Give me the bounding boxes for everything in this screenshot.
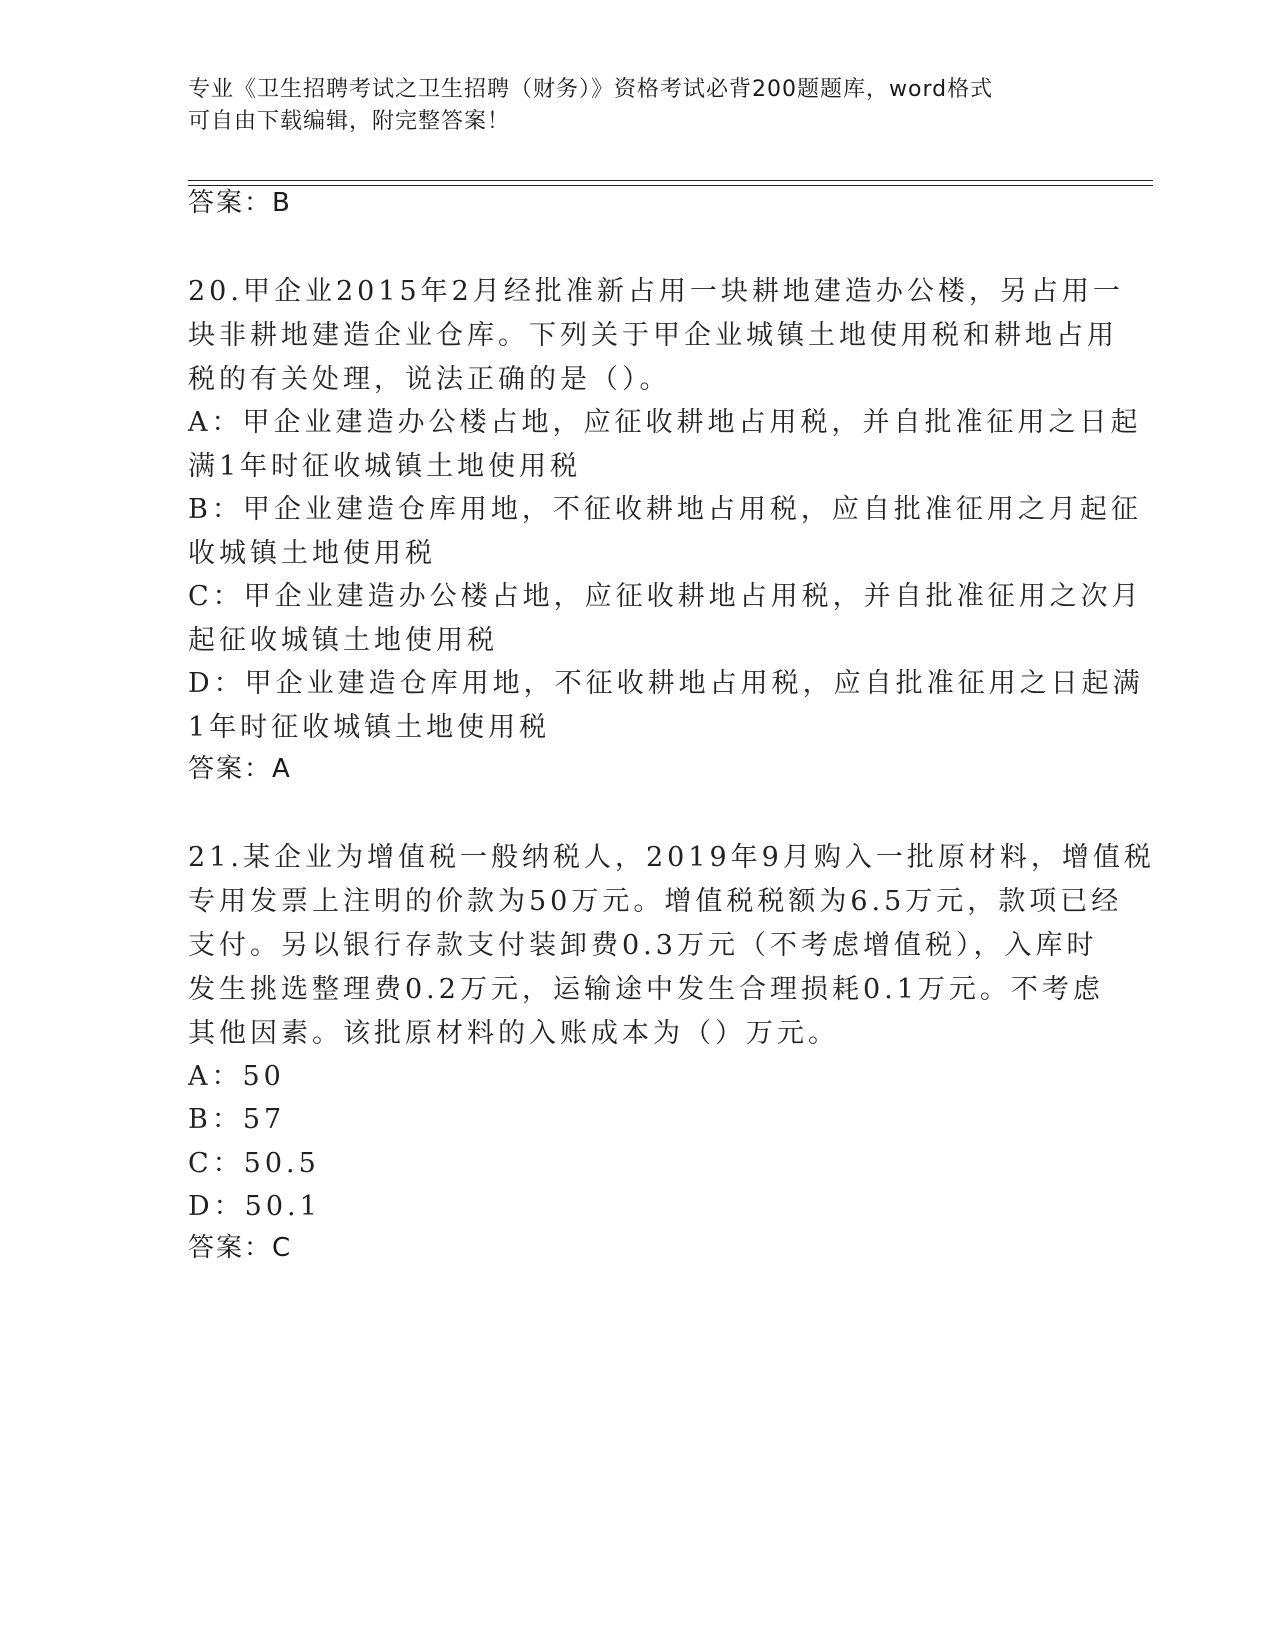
q20-option-d-line-1: D：甲企业建造仓库用地，不征收耕地占用税，应自批准征用之日起满 [188,668,1144,699]
q20-option-b-line-2: 收城镇土地使用税 [188,538,436,569]
header-divider-bottom [188,185,1153,186]
q21-option-b: B：57 [188,1104,286,1135]
q21-option-c: C：50.5 [188,1148,320,1179]
q20-option-a-line-2: 满1年时征收城镇土地使用税 [188,451,582,482]
q20-stem-line-1: 20.甲企业2015年2月经批准新占用一块耕地建造办公楼，另占用一 [188,276,1124,307]
q20-stem-line-2: 块非耕地建造企业仓库。下列关于甲企业城镇土地使用税和耕地占用 [188,320,1118,351]
q21-stem-line-5: 其他因素。该批原材料的入账成本为（）万元。 [188,1018,839,1049]
q20-option-c-line-2: 起征收城镇土地使用税 [188,625,498,656]
header-divider-top [188,180,1153,181]
q20-option-a-line-1: A：甲企业建造办公楼占地，应征收耕地占用税，并自批准征用之日起 [188,407,1142,438]
header-line-2: 可自由下载编辑，附完整答案！ [188,109,511,134]
document-header [188,74,1088,138]
q20-option-d-line-2: 1年时征收城镇土地使用税 [188,712,551,743]
q21-stem-line-4: 发生挑选整理费0.2万元，运输途中发生合理损耗0.1万元。不考虑 [188,974,1104,1005]
q20-option-b-line-1: B：甲企业建造仓库用地，不征收耕地占用税，应自批准征用之月起征 [188,494,1142,525]
q20-answer: 答案：A [188,754,292,784]
q21-stem-line-2: 专用发票上注明的价款为50万元。增值税税额为6.5万元，款项已经 [188,886,1123,917]
q21-stem-line-3: 支付。另以银行存款支付装卸费0.3万元（不考虑增值税），入库时 [188,930,1098,961]
q21-option-d: D：50.1 [188,1191,321,1222]
q21-stem-line-1: 21.某企业为增值税一般纳税人，2019年9月购入一批原材料，增值税 [188,842,1155,873]
q20-stem-line-3: 税的有关处理，说法正确的是（）。 [188,364,671,395]
answer-prev: 答案：B [188,188,292,218]
q20-option-c-line-1: C：甲企业建造办公楼占地，应征收耕地占用税，并自批准征用之次月 [188,581,1143,612]
q21-answer: 答案：C [188,1233,293,1263]
q21-option-a: A：50 [188,1061,285,1092]
header-line-1: 专业《卫生招聘考试之卫生招聘（财务）》资格考试必背200题题库，word格式 [188,77,994,102]
